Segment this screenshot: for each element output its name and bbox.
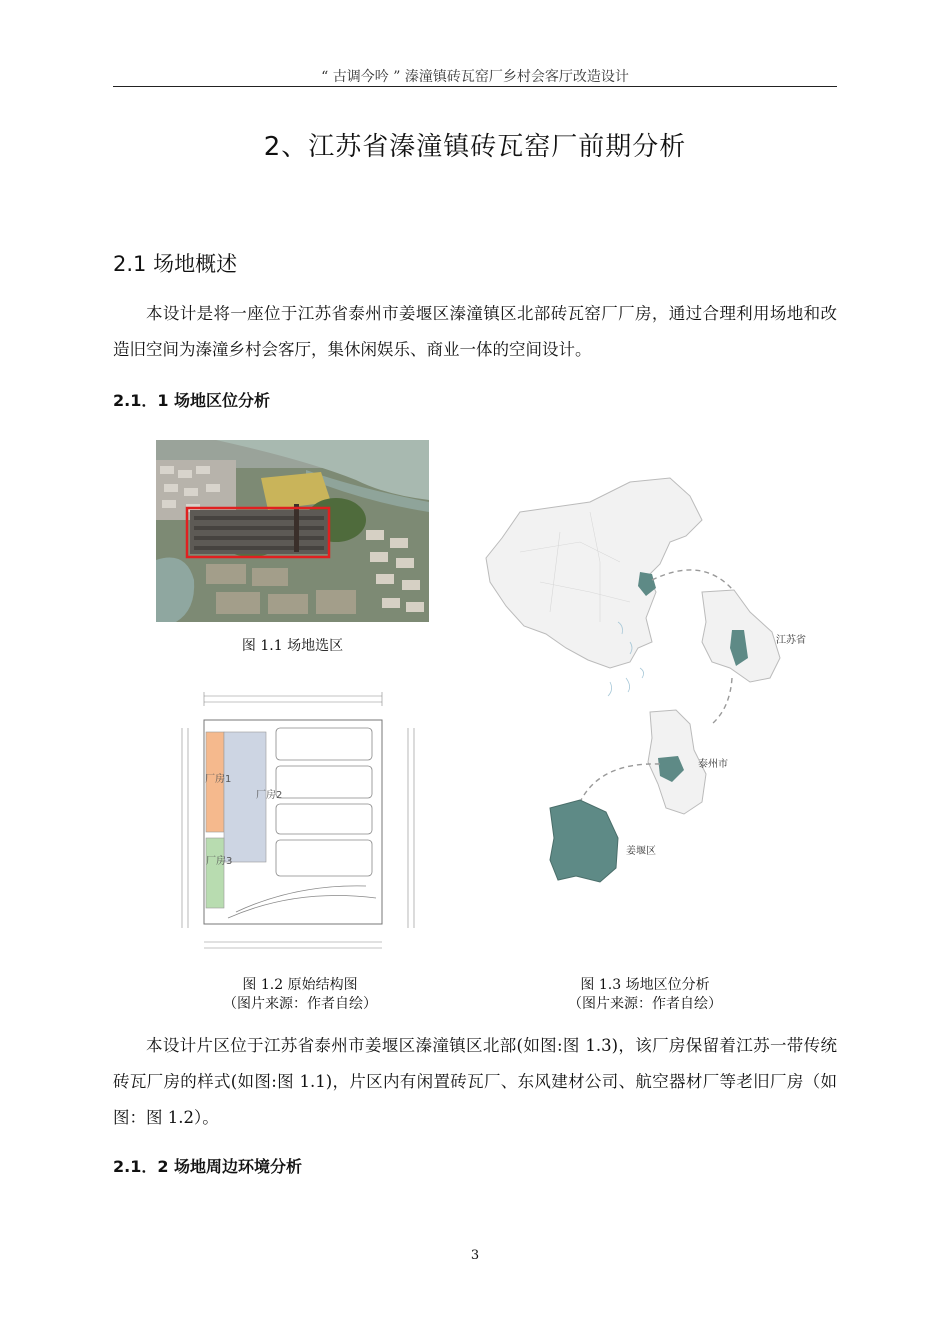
page-number: 3 [470,1248,480,1263]
figure-1-2-source: （图片来源：作者自绘） [223,996,377,1012]
intro-paragraph: 本设计是将一座位于江苏省泰州市姜堰区溱潼镇区北部砖瓦窑厂厂房，通过合理利用场地和改造旧空间为溱潼乡村会客厅，集休闲娱乐、商业一体的空间设计。 [113,304,837,359]
figure-1-2-caption [180,976,420,1014]
figure-1-1-caption: 图 1.1 场地选区 [241,638,344,654]
chapter-title: 2、江苏省溱潼镇砖瓦窑厂前期分析 [263,132,687,162]
jiangyan-label: 姜堰区 [626,846,656,857]
subsection-title-location: 2.1．1 场地区位分析 [113,391,271,410]
factory-building-3 [206,838,224,908]
figure-1-3-title: 图 1.3 场地区位分析 [580,977,710,993]
building-3-label: 厂房3 [206,856,233,867]
figure-1-3-source: （图片来源：作者自绘） [568,996,722,1012]
section-title: 2.1 场地概述 [113,252,238,276]
aerial-site-photo [156,440,429,622]
original-structure-plan [176,688,426,956]
subsection-title-environment: 2.1．2 场地周边环境分析 [113,1157,303,1176]
location-analysis-map [480,472,810,892]
jiangyan-district [550,800,618,882]
building-2-label: 厂房2 [256,790,283,801]
jiangsu-label: 江苏省 [776,635,806,646]
figure-1-3-caption [530,976,760,1014]
header-rule [113,86,837,87]
figure-1-2-title: 图 1.2 原始结构图 [242,977,358,993]
taizhou-label: 泰州市 [698,759,728,770]
building-1-label: 厂房1 [205,774,232,785]
location-paragraph: 本设计片区位于江苏省泰州市姜堰区溱潼镇区北部(如图:图 1.3)，该厂房保留着江苏一带传统砖瓦厂房的样式(如图:图 1.1)，片区内有闲置砖瓦厂、东风建材公司、航空器材厂等老旧厂房（如图：图 1.2）。 [113,1036,837,1127]
running-header: “ 古调今吟 ” 溱潼镇砖瓦窑厂乡村会客厅改造设计 [321,69,629,85]
